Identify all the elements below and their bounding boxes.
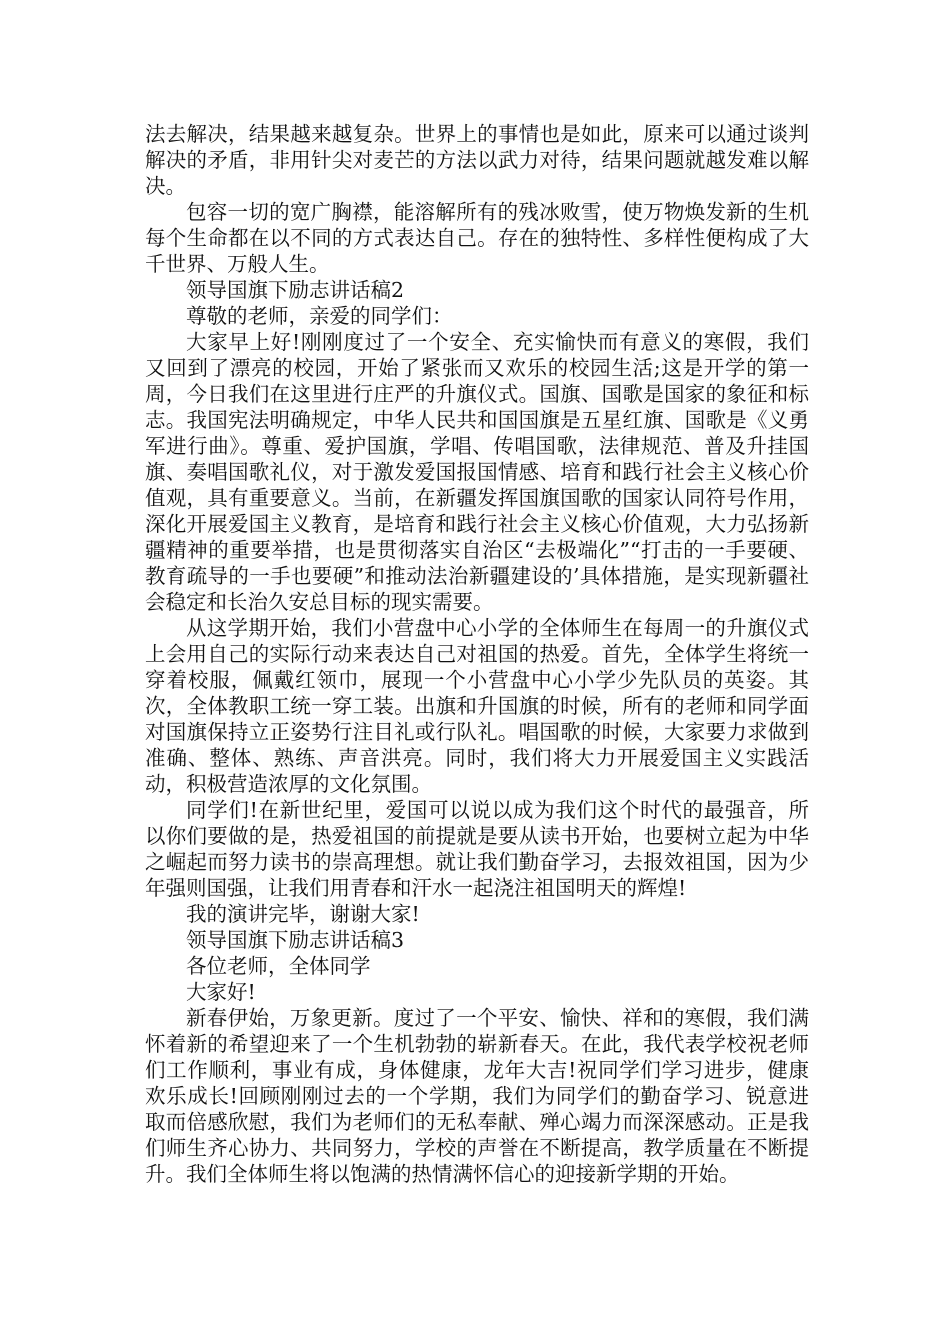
paragraph-patriotism: 同学们!在新世纪里，爱国可以说以成为我们这个时代的最强音，所以你们要做的是，热爱祖国的前提就是要从读书开始，也要树立起为中华之崛起而努力读书的崇高理想。就让我们勤奋学习，去报效祖国，因为少年强则国强，让我们用青春和汗水一起浇注祖国明天的辉煌! bbox=[145, 798, 809, 900]
paragraph-school-actions: 从这学期开始，我们小营盘中心小学的全体师生在每周一的升旗仪式上会用自己的实际行动来表达自己对祖国的热爱。首先，全体学生将统一穿着校服，佩戴红领巾，展现一个小营盘中心小学少先队员的英姿。其次，全体教职工统一穿工装。出旗和升国旗的时候，所有的老师和同学面对国旗保持立正姿势行注目礼或行队礼。唱国歌的时候，大家要力求做到准确、整体、熟练、声音洪亮。同时，我们将大力开展爱国主义实践活动，积极营造浓厚的文化氛围。 bbox=[145, 616, 809, 796]
paragraph-flag-ceremony: 大家早上好!刚刚度过了一个安全、充实愉快而有意义的寒假，我们又回到了漂亮的校园，开始了紧张而又欢乐的校园生活;这是开学的第一周，今日我们在这里进行庄严的升旗仪式。国旗、国歌是国家的象征和标志。我国宪法明确规定，中华人民共和国国旗是五星红旗、国歌是《义勇军进行曲》。尊重、爱护国旗，学唱、传唱国歌，法律规范、普及升挂国旗、奏唱国歌礼仪，对于激发爱国报国情感、培育和践行社会主义核心价值观，具有重要意义。当前，在新疆发挥国旗国歌的国家认同符号作用，深化开展爱国主义教育，是培育和践行社会主义核心价值观，大力弘扬新疆精神的重要举措，也是贯彻落实自治区“去极端化”“打击的一手要硬、教育疏导的一手也要硬”和推动法治新疆建设的’具体措施，是实现新疆社会稳定和长治久安总目标的现实需要。 bbox=[145, 330, 809, 614]
greeting-hello: 大家好! bbox=[186, 980, 256, 1004]
speech-title-2: 领导国旗下励志讲话稿2 bbox=[186, 278, 405, 302]
salutation-teachers-students: 尊敬的老师，亲爱的同学们： bbox=[186, 304, 453, 328]
speech-title-3: 领导国旗下励志讲话稿3 bbox=[186, 928, 405, 952]
paragraph-conflict-resolution: 法去解决，结果越来越复杂。世界上的事情也是如此，原来可以通过谈判解决的矛盾，非用针尖对麦芒的方法以武力对待，结果问题就越发难以解决。 bbox=[145, 122, 809, 198]
paragraph-new-semester: 新春伊始，万象更新。度过了一个平安、愉快、祥和的寒假，我们满怀着新的希望迎来了一个生机勃勃的崭新春天。在此，我代表学校祝老师们工作顺利，事业有成，身体健康，龙年大吉!祝同学们学习进步，健康欢乐成长!回顾刚刚过去的一个学期，我们为同学们的勤奋学习、锐意进取而倍感欣慰，我们为老师们的无私奉献、殚心竭力而深深感动。正是我们师生齐心协力、共同努力，学校的声誉在不断提高，教学质量在不断提升。我们全体师生将以饱满的热情满怀信心的迎接新学期的开始。 bbox=[145, 1006, 809, 1186]
paragraph-tolerance: 包容一切的宽广胸襟，能溶解所有的残冰败雪，使万物焕发新的生机每个生命都在以不同的方式表达自己。存在的独特性、多样性便构成了大千世界、万般人生。 bbox=[145, 200, 809, 276]
paragraph-closing-thanks: 我的演讲完毕，谢谢大家! bbox=[186, 902, 420, 926]
document-body bbox=[145, 121, 809, 1187]
salutation-all: 各位老师，全体同学 bbox=[186, 954, 371, 978]
